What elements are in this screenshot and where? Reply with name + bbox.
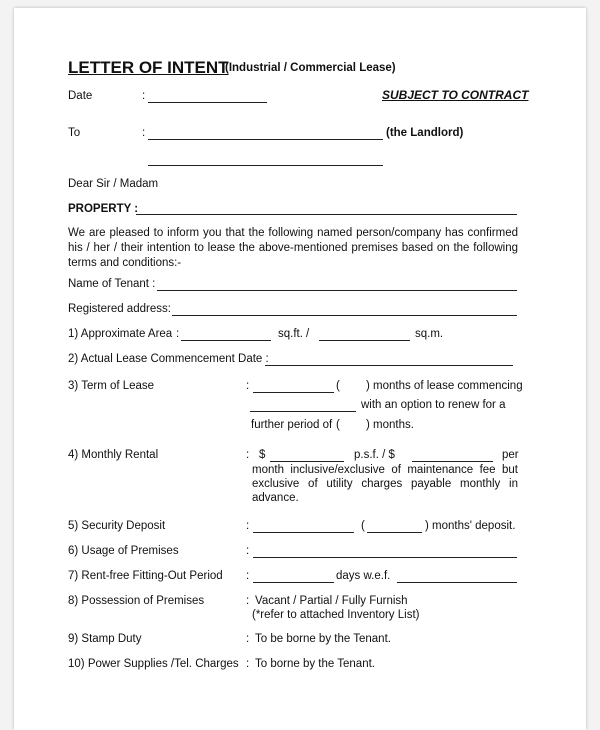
rental-line3-word: of [308,478,318,490]
area-colon: : [176,328,180,340]
term-label: 3) Term of Lease [68,380,155,392]
subject-to-contract: SUBJECT TO CONTRACT [382,88,529,102]
area-sqft-field[interactable] [181,340,271,341]
rental-line3 [252,478,518,490]
property-field[interactable] [136,214,517,215]
fitout-days-field[interactable] [253,582,334,583]
commencement-label: 2) Actual Lease Commencement Date : [68,353,269,365]
deposit-months-field[interactable] [367,532,422,533]
term-line2-text: with an option to renew for a [361,399,506,411]
page-subtitle: (Industrial / Commercial Lease) [225,62,396,74]
area-unit-sqm: sq.m. [415,328,444,340]
usage-colon: : [246,545,250,557]
stamp-duty-label: 9) Stamp Duty [68,633,142,645]
rental-line2-word: but [501,464,518,476]
intro-paragraph: We are pleased to inform you that the following named person/company has confirmed his / her / their intention to lease the above-mentioned premises based on the following terms and conditions:- [68,227,518,269]
fitout-text: days w.e.f. [336,570,391,582]
fitout-date-field[interactable] [397,582,517,583]
term-line3-text: further period of [251,419,333,431]
deposit-text: ) months' deposit. [425,520,516,532]
term-months-field[interactable] [253,392,334,393]
to-colon: : [142,127,146,139]
rental-line4: advance. [252,492,299,504]
fitout-label: 7) Rent-free Fitting-Out Period [68,570,223,582]
term-line1-text: ) months of lease commencing [366,380,523,392]
landlord-address-field[interactable] [148,165,383,166]
rental-dollar: $ [259,449,266,461]
date-field[interactable] [148,102,267,103]
letter-page [14,8,586,730]
tenant-name-label: Name of Tenant : [68,278,156,290]
rental-per: per [502,449,519,461]
usage-field[interactable] [253,557,517,558]
page-title: LETTER OF INTENT [68,58,229,77]
landlord-label: (the Landlord) [386,127,464,139]
rental-line2-word: fee [479,464,496,476]
area-label: 1) Approximate Area [68,328,173,340]
rental-line3-word: utility [326,478,353,490]
fitout-colon: : [246,570,250,582]
rental-psf-field[interactable] [270,461,344,462]
rental-line2 [252,464,518,476]
to-label: To [68,127,81,139]
deposit-colon: : [246,520,250,532]
power-label: 10) Power Supplies /Tel. Charges [68,658,239,670]
rental-line3-word: in [509,478,518,490]
rental-colon: : [246,449,250,461]
term-line3-rest: ) months. [366,419,414,431]
rental-line2-word: inclusive/exclusive [290,464,385,476]
rental-psf-text: p.s.f. / $ [354,449,395,461]
registered-address-field[interactable] [172,315,517,316]
rental-amount-field[interactable] [412,461,493,462]
possession-note: (*refer to attached Inventory List) [252,609,420,621]
power-colon: : [246,658,250,670]
date-label: Date [68,90,93,102]
landlord-name-field[interactable] [148,139,383,140]
date-colon: : [142,90,146,102]
rental-line2-word: of [391,464,401,476]
deposit-amount-field[interactable] [253,532,354,533]
possession-colon: : [246,595,250,607]
term-colon: : [246,380,250,392]
area-separator: / [306,328,310,340]
term-line3-open-paren: ( [336,419,340,431]
deposit-open-paren: ( [361,520,365,532]
rental-line2-word: maintenance [407,464,474,476]
rental-line3-word: payable [410,478,452,490]
area-sqm-field[interactable] [319,340,410,341]
property-label: PROPERTY : [68,203,139,215]
term-commencing-field[interactable] [250,411,356,412]
deposit-label: 5) Security Deposit [68,520,166,532]
registered-address-label: Registered address: [68,303,171,315]
stamp-duty-colon: : [246,633,250,645]
possession-value: Vacant / Partial / Fully Furnish [255,595,408,607]
area-unit-sqft: sq.ft. [278,328,303,340]
commencement-field[interactable] [265,365,513,366]
stamp-duty-value: To be borne by the Tenant. [255,633,391,645]
salutation: Dear Sir / Madam [68,178,159,190]
rental-line3-word: charges [361,478,403,490]
rental-line3-word: monthly [460,478,501,490]
rental-line3-word: exclusive [252,478,300,490]
term-open-paren: ( [336,380,340,392]
rental-label: 4) Monthly Rental [68,449,159,461]
usage-label: 6) Usage of Premises [68,545,179,557]
possession-label: 8) Possession of Premises [68,595,205,607]
rental-line2-word: month [252,464,284,476]
tenant-name-field[interactable] [157,290,517,291]
power-value: To borne by the Tenant. [255,658,375,670]
